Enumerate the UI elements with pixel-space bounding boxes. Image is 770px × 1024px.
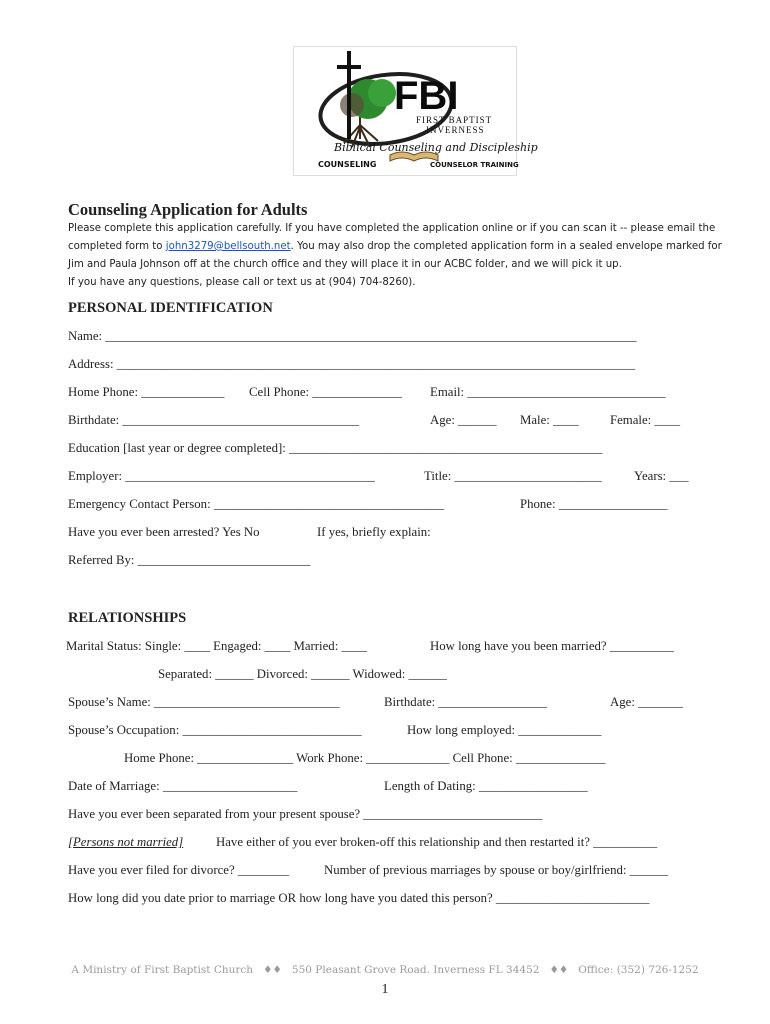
page-number: 1 [381, 982, 389, 997]
emergency-phone-field[interactable]: Phone: _________________ [520, 497, 668, 511]
male-field[interactable]: Male: ____ [520, 413, 579, 427]
spouse-age-field[interactable]: Age: _______ [610, 695, 683, 709]
logo-left-label: COUNSELING [318, 160, 377, 169]
footer-address: 550 Pleasant Grove Road. Inverness FL 34452 [291, 964, 540, 976]
filed-divorce-field[interactable]: Have you ever filed for divorce? ________ [68, 863, 290, 877]
birthdate-field[interactable]: Birthdate: _____________________________________ [68, 413, 360, 427]
dated-prior-field[interactable]: How long did you date prior to marriage OR how long have you dated this person? ________________________ [68, 891, 650, 905]
email-field[interactable]: Email: _______________________________ [430, 385, 666, 399]
logo-script: Biblical Counseling and Discipleship [334, 141, 538, 154]
intro-text [68, 220, 728, 292]
arrested-question[interactable]: Have you ever been arrested? Yes No [68, 525, 260, 539]
footer-ministry: A Ministry of First Baptist Church [71, 964, 254, 976]
name-field[interactable]: Name: ___________________________________________________________________________________ [68, 329, 637, 343]
intro-paragraph [68, 220, 728, 274]
education-field[interactable]: Education [last year or degree completed]: _________________________________________________ [68, 441, 603, 455]
footer [0, 964, 770, 976]
intro-part-2: . You may also drop the completed application form in a sealed envelope marked for Jim and Paula Johnson off at the church office and they will place it in our ACBC folder, and we will pick it up. [68, 241, 722, 270]
broken-off-field[interactable]: Have either of you ever broken-off this relationship and then restarted it? __________ [216, 835, 658, 849]
arrested-explain-field[interactable]: If yes, briefly explain: [317, 525, 431, 539]
previous-marriages-field[interactable]: Number of previous marriages by spouse or boy/girlfriend: ______ [324, 863, 669, 877]
female-field[interactable]: Female: ____ [610, 413, 681, 427]
personal-heading: PERSONAL IDENTIFICATION [68, 300, 273, 316]
age-field[interactable]: Age: ______ [430, 413, 497, 427]
separated-divorced-widowed-field[interactable]: Separated: ______ Divorced: ______ Widowed: ______ [158, 667, 447, 681]
separated-from-spouse-field[interactable]: Have you ever been separated from your present spouse? ____________________________ [68, 807, 543, 821]
emergency-contact-field[interactable]: Emergency Contact Person: ____________________________________ [68, 497, 445, 511]
years-field[interactable]: Years: ___ [634, 469, 689, 483]
footer-separator-1: ♦♦ [263, 964, 282, 976]
length-of-dating-field[interactable]: Length of Dating: _________________ [384, 779, 588, 793]
logo-graphic [294, 47, 538, 175]
intro-questions: If you have any questions, please call or text us at (904) 704-8260). [68, 277, 416, 288]
footer-separator-2: ♦♦ [549, 964, 569, 976]
referred-by-field[interactable]: Referred By: ___________________________ [68, 553, 311, 567]
employer-field[interactable]: Employer: _______________________________________ [68, 469, 375, 483]
how-long-employed-field[interactable]: How long employed: _____________ [407, 723, 602, 737]
how-long-married-field[interactable]: How long have you been married? __________ [430, 639, 674, 653]
logo-church: FIRST BAPTIST [416, 115, 493, 125]
logo-letters: FBI [394, 74, 459, 118]
relationships-heading: RELATIONSHIPS [68, 610, 187, 626]
logo-right-label: COUNSELOR TRAINING [430, 161, 519, 169]
spouse-birthdate-field[interactable]: Birthdate: _________________ [384, 695, 548, 709]
spouse-occupation-field[interactable]: Spouse’s Occupation: ____________________________ [68, 723, 362, 737]
date-of-marriage-field[interactable]: Date of Marriage: _____________________ [68, 779, 298, 793]
cell-phone-field[interactable]: Cell Phone: ______________ [249, 385, 402, 399]
fbi-logo [293, 46, 538, 176]
persons-not-married-label: [Persons not married] [68, 835, 184, 849]
spouse-phones-field[interactable]: Home Phone: _______________ Work Phone: _____________ Cell Phone: ______________ [124, 751, 606, 765]
logo-city: INVERNESS [426, 125, 485, 135]
address-field[interactable]: Address: _________________________________________________________________________________ [68, 357, 635, 371]
footer-office: Office: (352) 726-1252 [578, 964, 699, 976]
job-title-field[interactable]: Title: _______________________ [424, 469, 602, 483]
intro-part-1: Please complete this application carefully. If you have completed the application online or if you can scan it -- please email the completed form to [68, 223, 716, 252]
marital-status-field[interactable]: Marital Status: Single: ____ Engaged: ____ Married: ____ [66, 639, 368, 653]
spouse-name-field[interactable]: Spouse’s Name: _____________________________ [68, 695, 340, 709]
page-title: Counseling Application for Adults [68, 200, 308, 219]
email-link[interactable]: john3279@bellsouth.net [165, 241, 291, 252]
home-phone-field[interactable]: Home Phone: _____________ [68, 385, 225, 399]
